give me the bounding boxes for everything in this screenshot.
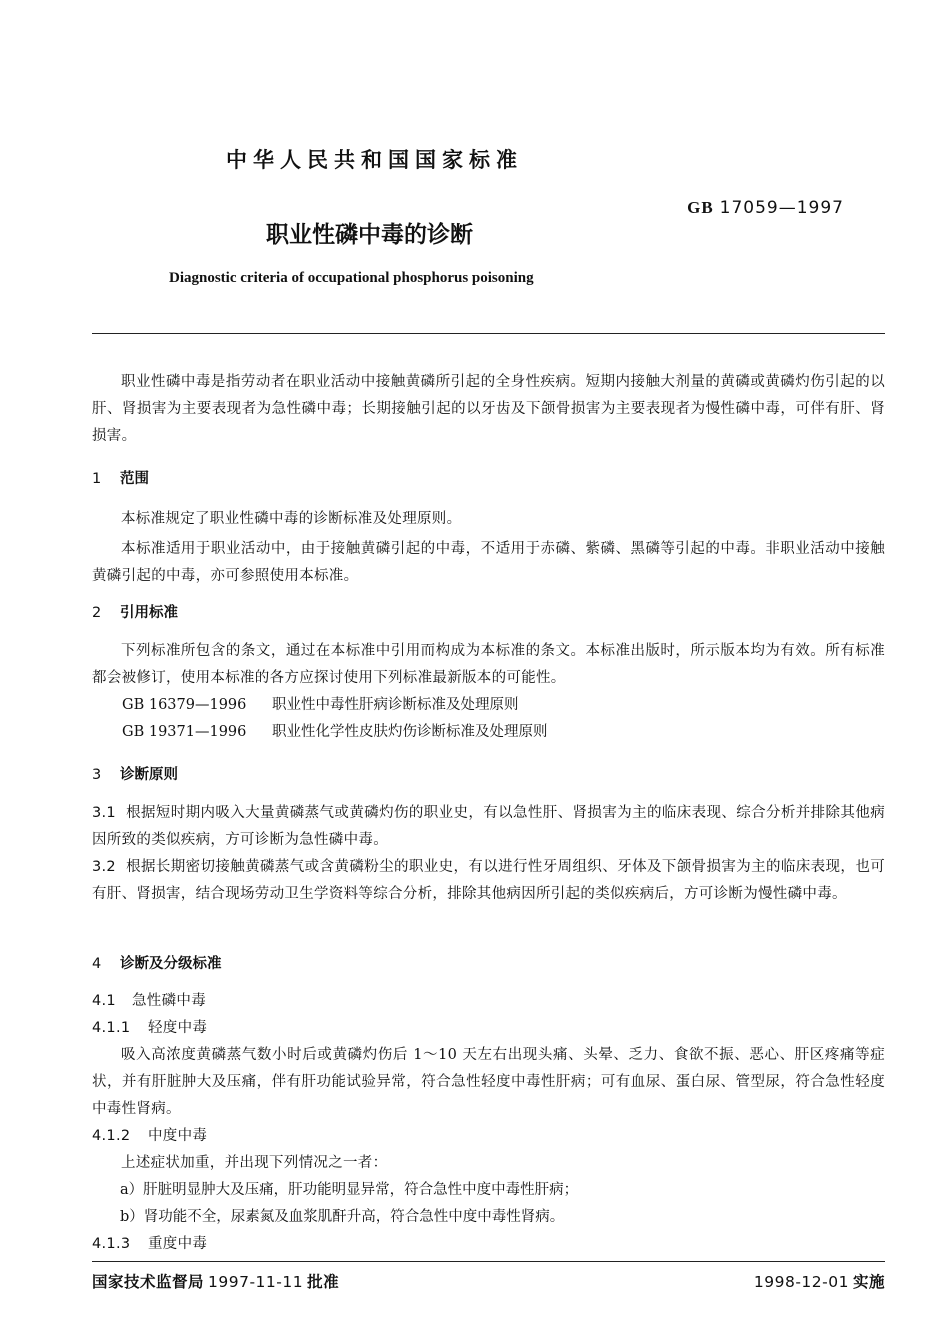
reference-code: GB 16379—1996: [122, 697, 247, 713]
implementation-label: 实施: [852, 1273, 885, 1291]
clause-4-1-2-item-b: b）肾功能不全，尿素氮及血浆肌酐升高，符合急性中度中毒性肾病。: [120, 1209, 565, 1225]
clause-4-1-1-number: 4.1.1: [92, 1020, 131, 1036]
approval-line: [92, 1270, 339, 1292]
section-1-number: 1: [92, 471, 102, 487]
clause-4-1-2-title: 中度中毒: [148, 1128, 208, 1144]
clause-3-2-text: 根据长期密切接触黄磷蒸气或含黄磷粉尘的职业史，有以进行性牙周组织、牙体及下颌骨损害为主的临床表现，也可有肝、肾损害，结合现场劳动卫生学资料等综合分析，排除其他病因所引起的类似疾病后，方可诊断为慢性磷中毒。: [92, 859, 885, 902]
clause-4-1-2-number: 4.1.2: [92, 1128, 131, 1144]
section-1-paragraph-2: 本标准适用于职业活动中，由于接触黄磷引起的中毒，不适用于赤磷、紫磷、黑磷等引起的中毒。非职业活动中接触黄磷引起的中毒，亦可参照使用本标准。: [92, 541, 885, 584]
section-2-heading: [92, 601, 885, 622]
section-3-heading: [92, 763, 885, 784]
clause-4-1-2-text: 上述症状加重，并出现下列情况之一者：: [121, 1155, 388, 1171]
clause-4-1-number: 4.1: [92, 993, 116, 1009]
footer-divider: [92, 1261, 885, 1262]
implementation-line: [754, 1270, 885, 1292]
approval-label: 批准: [307, 1273, 340, 1291]
national-standard-heading: 中华人民共和国国家标准: [226, 148, 523, 172]
section-2-title: 引用标准: [120, 605, 178, 621]
top-divider: [92, 333, 885, 334]
clause-3-2: [92, 854, 885, 908]
clause-3-2-number: 3.2: [92, 859, 116, 875]
section-1-heading: [92, 467, 885, 488]
section-2-body: [92, 638, 885, 746]
section-2-number: 2: [92, 605, 102, 621]
clause-4-1-3: [92, 1231, 885, 1258]
reference-item: [92, 719, 885, 746]
clause-4-1-3-number: 4.1.3: [92, 1236, 131, 1252]
section-4-body: [92, 988, 885, 1258]
section-4-number: 4: [92, 956, 102, 972]
standard-prefix: GB: [687, 198, 714, 217]
clause-3-1: [92, 800, 885, 854]
reference-item: [92, 692, 885, 719]
reference-title: 职业性化学性皮肤灼伤诊断标准及处理原则: [272, 724, 548, 740]
section-4-heading: [92, 952, 885, 973]
title-english: Diagnostic criteria of occupational phosphorus poisoning: [169, 270, 534, 286]
clause-3-1-text: 根据短时期内吸入大量黄磷蒸气或黄磷灼伤的职业史，有以急性肝、肾损害为主的临床表现、综合分析并排除其他病因所致的类似疾病，方可诊断为急性磷中毒。: [92, 805, 885, 848]
implementation-date: 1998-12-01: [753, 1273, 849, 1291]
section-3-number: 3: [92, 767, 102, 783]
section-3-body: [92, 800, 885, 908]
clause-4-1-3-title: 重度中毒: [148, 1236, 208, 1252]
clause-4-1-2: [92, 1123, 885, 1150]
section-1-title: 范围: [120, 471, 149, 487]
intro-section: [92, 369, 885, 450]
section-1-paragraph-1: 本标准规定了职业性磷中毒的诊断标准及处理原则。: [121, 511, 462, 527]
clause-4-1-2-item-a: a）肝脏明显肿大及压痛，肝功能明显异常，符合急性中度中毒性肝病；: [120, 1182, 579, 1198]
section-2-paragraph: 下列标准所包含的条文，通过在本标准中引用而构成为本标准的条文。本标准出版时，所示版本均为有效。所有标准都会被修订，使用本标准的各方应探讨使用下列标准最新版本的可能性。: [92, 643, 885, 686]
clause-3-1-number: 3.1: [92, 805, 116, 821]
clause-4-1-title: 急性磷中毒: [132, 993, 206, 1009]
approval-organization: 国家技术监督局: [92, 1273, 205, 1291]
section-4-title: 诊断及分级标准: [120, 956, 222, 972]
intro-paragraph: 职业性磷中毒是指劳动者在职业活动中接触黄磷所引起的全身性疾病。短期内接触大剂量的黄磷或黄磷灼伤引起的以肝、肾损害为主要表现者为急性磷中毒；长期接触引起的以牙齿及下颌骨损害为主要表现者为慢性磷中毒，可伴有肝、肾损害。: [92, 374, 885, 444]
clause-4-1-1: [92, 1015, 885, 1042]
clause-4-1: [92, 988, 885, 1015]
section-3-title: 诊断原则: [120, 767, 178, 783]
clause-4-1-1-title: 轻度中毒: [148, 1020, 208, 1036]
standard-code: 17059—1997: [719, 198, 844, 218]
approval-date: 1997-11-11: [208, 1273, 304, 1291]
title-chinese: 职业性磷中毒的诊断: [266, 222, 473, 248]
clause-4-1-1-text: 吸入高浓度黄磷蒸气数小时后或黄磷灼伤后 1～10 天左右出现头痛、头晕、乏力、食欲不振、恶心、肝区疼痛等症状，并有肝脏肿大及压痛，伴有肝功能试验异常，符合急性轻度中毒性肝病；可有血尿、蛋白尿、管型尿，符合急性轻度中毒性肾病。: [92, 1047, 885, 1117]
section-1-body: [92, 506, 885, 590]
reference-title: 职业性中毒性肝病诊断标准及处理原则: [272, 697, 519, 713]
standard-number: [687, 198, 844, 218]
reference-code: GB 19371—1996: [122, 724, 247, 740]
